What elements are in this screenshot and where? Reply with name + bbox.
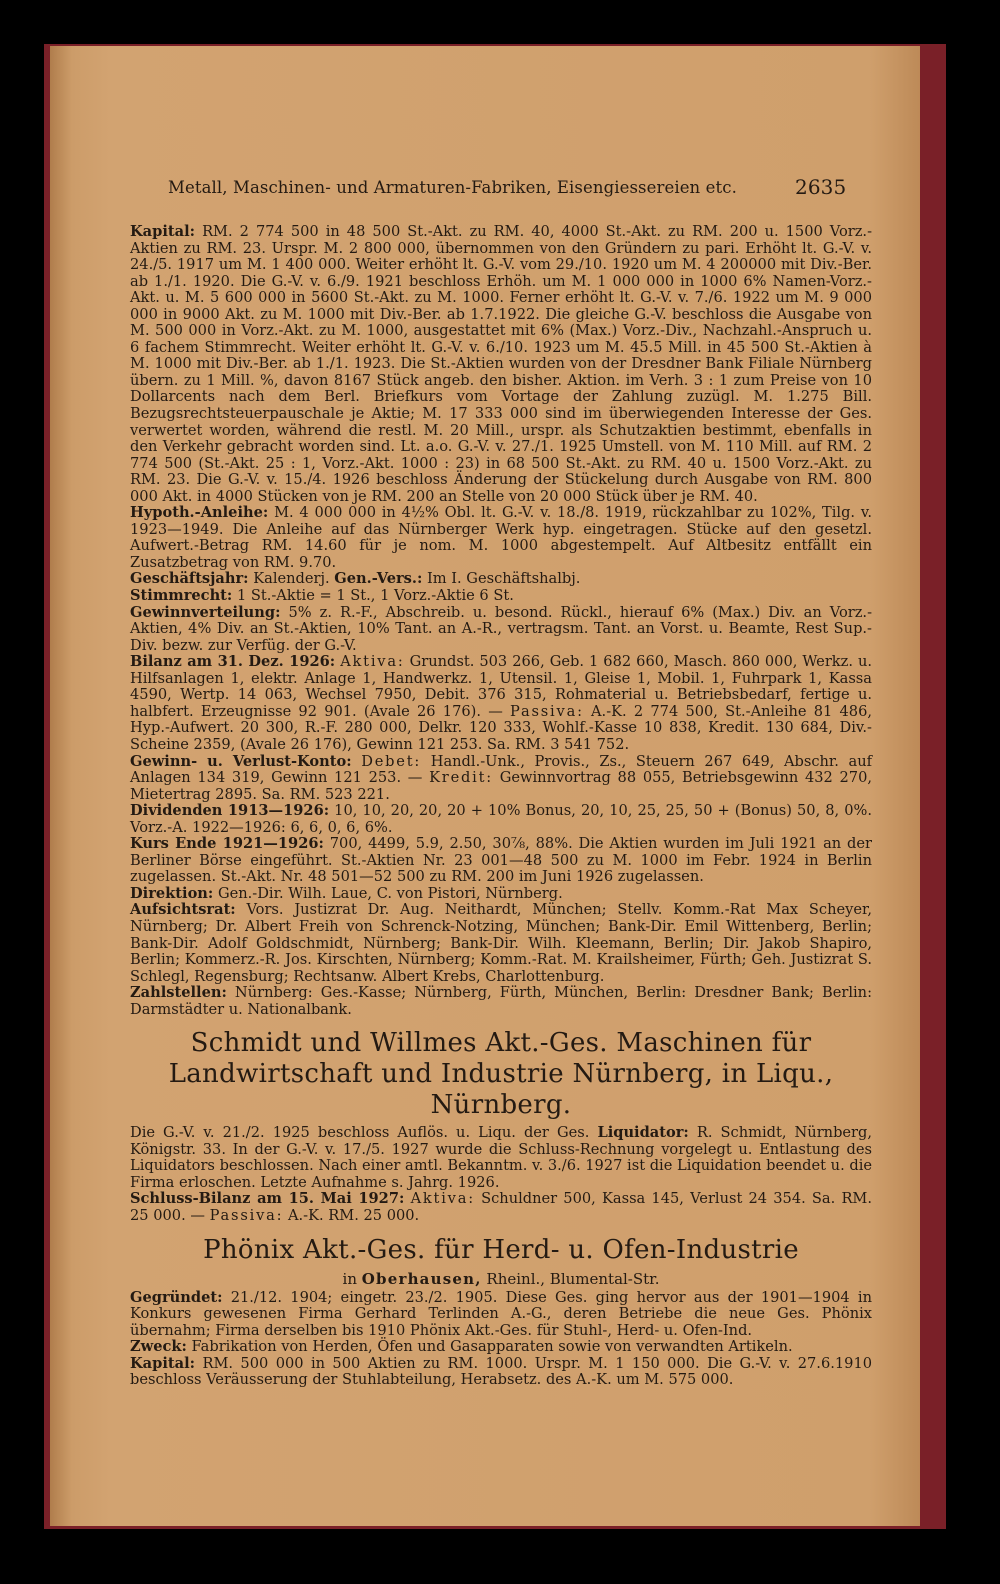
zweck-label: Zweck: — [130, 1338, 187, 1356]
gegr-text: 21./12. 1904; eingetr. 23./2. 1905. Diese Ges. ging hervor aus der 1901—1904 in Konkurs gewesenen Firma Gerhard Terlinden A.-G., deren Betriebe die neue Ges. Phönix übernahm; Firma derselben bis 1910 Phönix Akt.-Ges. für Stuhl-, Herd- u. Ofen-Ind. — [130, 1288, 872, 1339]
schluss-aktiva-text: Schuldner 500, Kassa 145, Verlust 24 354. Sa. RM. 25 000. — — [130, 1190, 873, 1224]
page-content — [120, 131, 890, 1389]
anleihe-entry — [130, 505, 872, 571]
zweck-text: Fabrikation von Herden, Öfen und Gasapparaten sowie von verwandten Artikeln. — [191, 1338, 793, 1356]
dir-label: Direktion: — [130, 884, 214, 902]
company-title-schmidt-willmes: Schmidt und Willmes Akt.-Ges. Maschinen für Landwirtschaft und Industrie Nürnberg, in Liqu., Nürnberg. — [168, 1028, 834, 1121]
zahl-label: Zahlstellen: — [130, 984, 227, 1002]
bilanz-passiva-label: Passiva: — [510, 702, 584, 720]
guv-debet-label: Debet: — [361, 752, 422, 770]
bilanz-label: Bilanz am 31. Dez. 1926: — [130, 653, 336, 671]
city-name: Oberhausen, — [361, 1269, 482, 1288]
geschaeftsjahr-entry — [130, 571, 872, 588]
gewinn-text: 5% z. R.-F., Abschreib. u. besond. Rückl., hierauf 6% (Max.) Div. an Vorz.-Aktien, 4% Div. an St.-Aktien, 10% Tant. an A.-R., vertragsm. Tant. an Vorst. u. Beamte, Rest Sup.-Div. bezw. zur Verfüg. der G.-V. — [130, 603, 872, 654]
stimm-text: 1 St.-Aktie = 1 St., 1 Vorz.-Aktie 6 St. — [236, 587, 514, 605]
kurs-label: Kurs Ende 1921—1926: — [130, 835, 324, 853]
gv-text: Im I. Geschäftshalbj. — [427, 570, 581, 588]
page-number: 2635 — [795, 175, 847, 199]
zweck-entry — [130, 1339, 872, 1356]
zahlstellen-entry — [130, 985, 872, 1018]
header-title: Metall, Maschinen- und Armaturen-Fabriken, Eisengiessereien etc. — [168, 178, 737, 197]
ar-label: Aufsichtsrat: — [130, 901, 236, 919]
schluss-aktiva-label: Aktiva: — [410, 1190, 475, 1208]
schluss-bilanz-entry — [130, 1191, 872, 1224]
kapital-label: Kapital: — [130, 223, 196, 240]
schluss-bilanz-label: Schluss-Bilanz am 15. Mai 1927: — [130, 1190, 405, 1208]
bilanz-aktiva-label: Aktiva: — [340, 653, 405, 671]
running-header — [120, 131, 890, 199]
anleihe-label: Hypoth.-Anleihe: — [130, 504, 269, 522]
book-page — [50, 46, 920, 1526]
schmidt-text1: Die G.-V. v. 21./2. 1925 beschloss Auflös. u. Liqu. der Ges. — [130, 1124, 590, 1142]
ar-text: Vors. Justizrat Dr. Aug. Neithardt, München; Stellv. Komm.-Rat Max Scheyer, Nürnberg; Dr. Albert Freih von Schrenck-Notzing, München; Bank-Dir. Emil Wittenberg, Berlin; Bank-Dir. Adolf Goldschmidt, Nürnberg; Bank-Dir. Wilh. Kleemann, Berlin; Dir. Jakob Shapiro, Berlin; Kommerz.-R. Jos. Kirschten, Nürnberg; Komm.-Rat. M. Krailsheimer, Fürth; Geh. Justizrat S. Schlegl, Regensburg; Rechtsanw. Albert Krebs, Charlottenburg. — [130, 901, 872, 985]
sub-rest: Rheinl., Blumental-Str. — [486, 1269, 660, 1288]
div-text: 10, 10, 20, 20, 20 + 10% Bonus, 20, 10, 25, 25, 50 + (Bonus) 50, 8, 0%. Vorz.-A. 1922—1926: 6, 6, 0, 6, 6%. — [130, 802, 873, 836]
schluss-passiva-label: Passiva: — [209, 1206, 284, 1224]
gj-label: Geschäftsjahr: — [130, 570, 249, 588]
bilanz-aktiva-text: Grundst. 503 266, Geb. 1 682 660, Masch. 860 000, Werkz. u. Hilfsanlagen 1, elektr. Anlage 1, Handwerkz. 1, Utensil. 1, Gleise 1, Mobil. 1, Fuhrpark 1, Kassa 4590, Wertp. 14 063, Wechsel 7950, Debit. 376 315, Rohmaterial u. Betriebsbedarf, fertige u. halbfert. Erzeugnisse 92 901. (Avale 26 176). — — [130, 653, 873, 720]
stimmrecht-entry — [130, 588, 872, 605]
kurs-entry — [130, 836, 872, 886]
company-title-phoenix: Phönix Akt.-Ges. für Herd- u. Ofen-Industrie — [203, 1234, 799, 1265]
kapital-entry — [130, 224, 872, 505]
dir-text: Gen.-Dir. Wilh. Laue, C. von Pistori, Nürnberg. — [217, 884, 563, 902]
phoenix-kap-text: RM. 500 000 in 500 Aktien zu RM. 1000. Urspr. M. 1 150 000. Die G.-V. v. 27.6.1910 beschloss Veräusserung der Stuhlabteilung, Herabsetz. des A.-K. um M. 575 000. — [130, 1354, 873, 1389]
gj-text: Kalenderj. — [253, 570, 330, 588]
guv-kredit-label: Kredit: — [429, 769, 494, 787]
schmidt-text2: R. Schmidt, Nürnberg, Königstr. 33. In der G.-V. v. 17./5. 1927 wurde die Schluss-Rechnung vorgelegt u. Entlastung des Liquidators beschlossen. Nach einer amtl. Bekanntm. v. 3./6. 1927 ist die Liquidation beendet u. die Firma erloschen. Letzte Aufnahme s. Jahrg. 1926. — [130, 1124, 873, 1191]
gegruendet-entry — [130, 1290, 872, 1340]
gewinn-label: Gewinnverteilung: — [130, 603, 281, 621]
guv-entry — [130, 754, 872, 804]
kapital-text: RM. 2 774 500 in 48 500 St.-Akt. zu RM. 40, 4000 St.-Akt. zu RM. 200 u. 1500 Vorz.-Aktien zu RM. 23. Urspr. M. 2 800 000, übernommen von den Gründern zu pari. Erhöht lt. G.-V. v. 24./5. 1917 um M. 1 400 000. Weiter erhöht lt. G.-V. vom 29./10. 1920 um M. 4 200000 mit Div.-Ber. ab 1./1. 1920. Die G.-V. v. 6./9. 1921 beschloss Erhöh. um M. 1 000 000 in 1000 6% Namen-Vorz.-Akt. u. M. 5 600 000 in 5600 St.-Akt. zu M. 1000. Ferner erhöht lt. G.-V. v. 7./6. 1922 um M. 9 000 000 in 9000 Akt. zu M. 1000 mit Div.-Ber. ab 1.7.1922. Die gleiche G.-V. beschloss die Ausgabe von M. 500 000 in Vorz.-Akt. zu M. 1000, ausgestattet mit 6% (Max.) Vorz.-Div., Nachzahl.-Anspruch u. 6 fachem Stimmrecht. Weiter erhöht lt. G.-V. v. 6./10. 1923 um M. 45.5 Mill. in 45 500 St.-Aktien à M. 1000 mit Div.-Ber. ab 1./1. 1923. Die St.-Aktien wurden von der Dresdner Bank Filiale Nürnberg übern. zu 1 Mill. %, davon 8167 Stück angeb. den bisher. Aktion. im Verh. 3 : 1 zum Preise von 10 Dollarcents nach dem Berl. Briefkurs vom Vortage der Zahlung zuzügl. M. 1.275 Bill. Bezugsrechtsteuerpauschale je Aktie; M. 17 333 000 sind im überwiegenden Interesse der Ges. verwertet worden, während die restl. M. 20 Mill., urspr. als Schutzaktien bestimmt, ebenfalls in den Verkehr gebracht worden sind. Lt. a.o. G.-V. v. 27./1. 1925 Umstell. von M. 110 Mill. auf RM. 2 774 500 (St.-Akt. 25 : 1, Vorz.-Akt. 1000 : 23) in 68 500 St.-Akt. zu RM. 40 u. 1500 Vorz.-Akt. zu RM. 23. Die G.-V. v. 15./4. 1926 beschloss Änderung der Stückelung durch Ausgabe von RM. 800 000 Akt. in 4000 Stücken von je RM. 200 an Stelle von 20 000 Stück über je RM. 40. — [130, 223, 872, 505]
aufsichtsrat-entry — [130, 902, 872, 985]
guv-kredit-text: Gewinnvortrag 88 055, Betriebsgewinn 432 270, Mietertrag 2895. Sa. RM. 523 221. — [130, 769, 873, 803]
direktion-entry — [130, 886, 872, 903]
zahl-text: Nürnberg: Ges.-Kasse; Nürnberg, Fürth, München, Berlin: Dresdner Bank; Berlin: Darmstädter u. Nationalbank. — [130, 984, 872, 1018]
body-text — [130, 224, 872, 1389]
dividenden-entry — [130, 803, 872, 836]
phoenix-kapital-entry — [130, 1356, 872, 1389]
stimm-label: Stimmrecht: — [130, 587, 233, 605]
bilanz-passiva-text: A.-K. 2 774 500, St.-Anleihe 81 486, Hyp.-Aufwert. 20 300, R.-F. 280 000, Delkr. 120 333, Wohlf.-Kasse 10 838, Kredit. 130 684, Div.-Scheine 2359, (Avale 26 176), Gewinn 121 253. Sa. RM. 3 541 752. — [130, 702, 873, 753]
kurs-text: 700, 4499, 5.9, 2.50, 30⅞, 88%. Die Aktien wurden im Juli 1921 an der Berliner Börse eingeführt. St.-Aktien Nr. 23 001—48 500 zu M. 1000 im Febr. 1924 in Berlin zugelassen. St.-Akt. Nr. 48 501—52 500 zu RM. 200 im Juni 1926 zugelassen. — [130, 835, 872, 886]
schmidt-entry — [130, 1125, 872, 1191]
company-address-phoenix — [130, 1270, 872, 1288]
div-label: Dividenden 1913—1926: — [130, 802, 330, 820]
phoenix-kap-label: Kapital: — [130, 1354, 196, 1372]
schluss-passiva-text: A.-K. RM. 25 000. — [288, 1206, 420, 1224]
guv-label: Gewinn- u. Verlust-Konto: — [130, 752, 352, 770]
gv-label: Gen.-Vers.: — [334, 570, 423, 588]
sub-prefix: in — [342, 1269, 357, 1288]
bilanz-entry — [130, 654, 872, 753]
gewinnverteilung-entry — [130, 605, 872, 655]
anleihe-text: M. 4 000 000 in 4½% Obl. lt. G.-V. v. 18./8. 1919, rückzahlbar zu 102%, Tilg. v. 1923—1949. Die Anleihe auf das Nürnberger Werk hyp. eingetragen. Stücke auf den gesetzl. Aufwert.-Betrag RM. 14.60 für je nom. M. 1000 abgestempelt. Auf Altbesitz entfällt ein Zusatzbetrag von RM. 9.70. — [130, 504, 872, 571]
guv-debet-text: Handl.-Unk., Provis., Zs., Steuern 267 649, Abschr. auf Anlagen 134 319, Gewinn 121 253. — — [130, 752, 873, 787]
gegr-label: Gegründet: — [130, 1288, 223, 1306]
liquidator-label: Liquidator: — [597, 1124, 689, 1142]
